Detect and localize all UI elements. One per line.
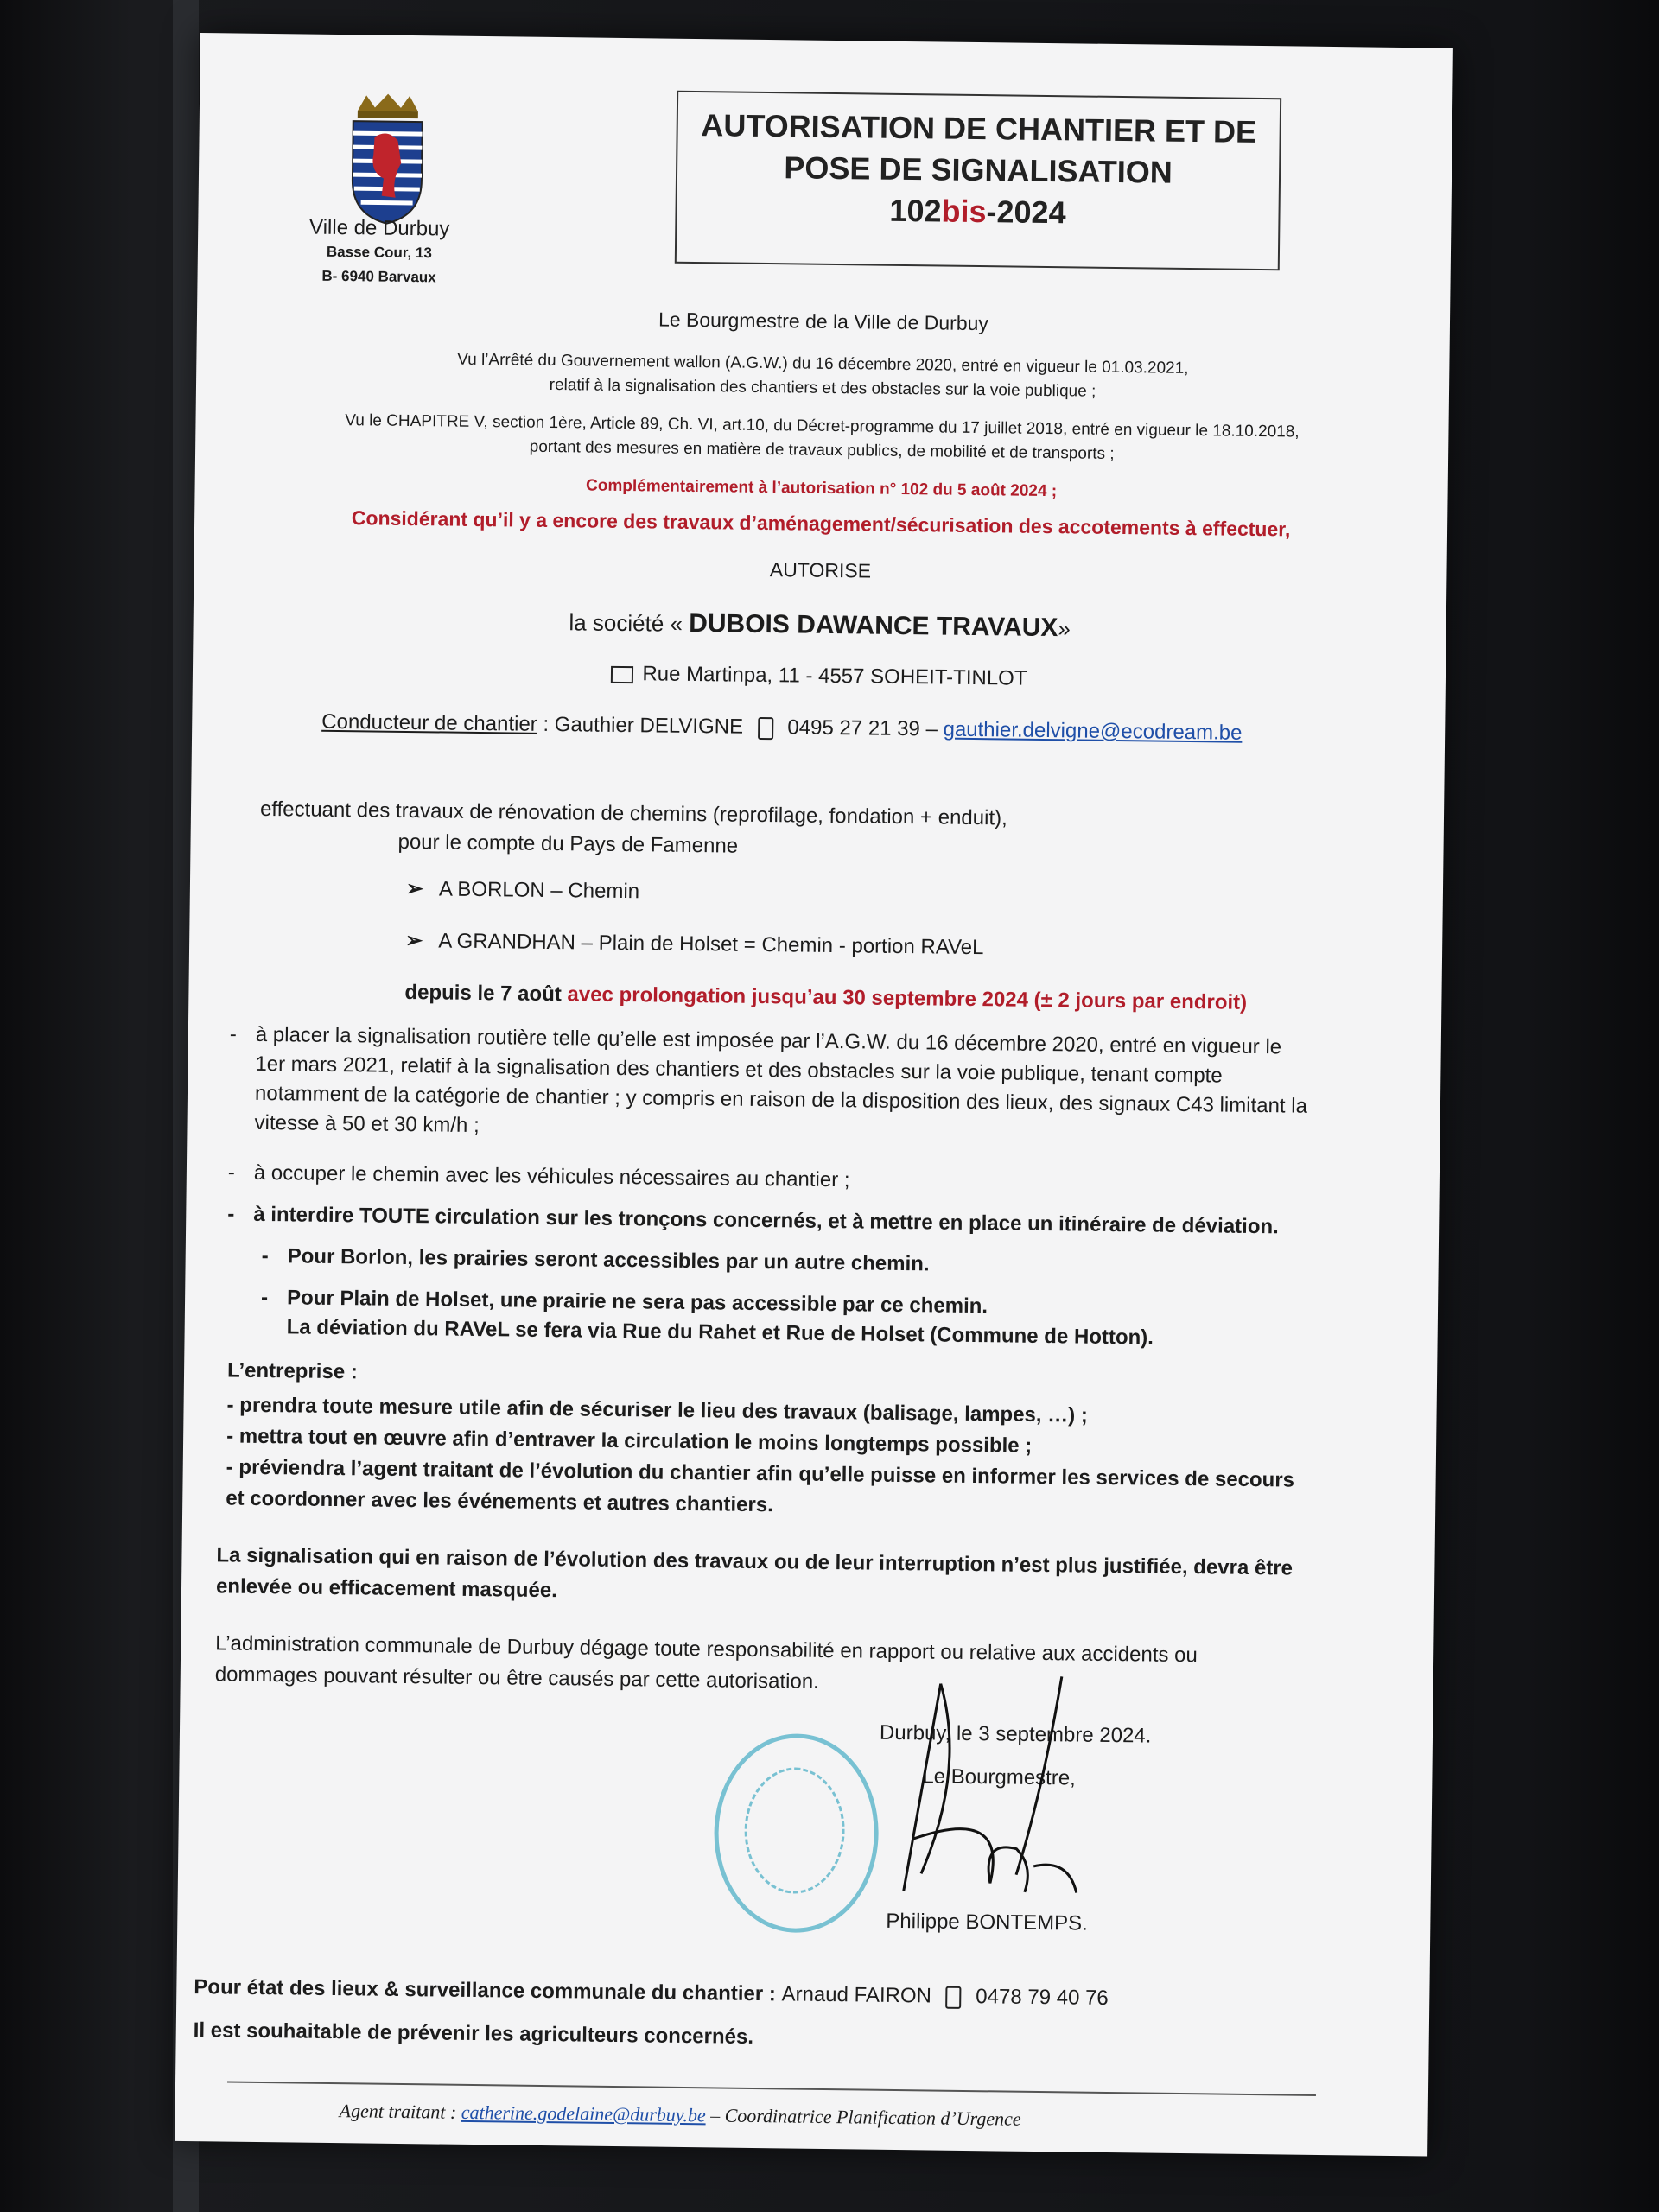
coat-of-arms-icon	[343, 93, 431, 232]
location-borlon	[406, 874, 640, 907]
site-manager-email-link[interactable]: gauthier.delvigne@ecodream.be	[943, 717, 1243, 745]
considering-line: Considérant qu’il y a encore des travaux d’aménagement/sécurisation des accotements à effectuer,	[351, 506, 1291, 541]
surveillance-name: Arnaud FAIRON	[781, 1982, 932, 2008]
location-borlon-text: A BORLON – Chemin	[438, 877, 640, 904]
location-grandhan-text: A GRANDHAN – Plain de Holset = Chemin - portion RAVeL	[438, 929, 984, 960]
works-account: pour le compte du Pays de Famenne	[397, 830, 739, 858]
title-box	[675, 91, 1281, 271]
number-bis: bis	[941, 193, 987, 230]
reference1-line2: relatif à la signalisation des chantiers et des obstacles sur la voie publique ;	[549, 375, 1096, 401]
authorizes-heading: AUTORISE	[769, 558, 872, 582]
company-line	[194, 603, 1446, 648]
site-manager-label: Conducteur de chantier	[321, 709, 537, 736]
reference2-line1: Vu le CHAPITRE V, section 1ère, Article 89, Ch. VI, art.10, du Décret-programme du 17 juillet 2018, entré en vigueur le 18.10.2018,	[345, 411, 1300, 442]
condition-vehicles-text: à occuper le chemin avec les véhicules nécessaires au chantier ;	[253, 1160, 850, 1192]
duties-heading: L’entreprise :	[226, 1358, 358, 1384]
condition-closure-text: à interdire TOUTE circulation sur les tronçons concernés, et à mettre en place un itinéraire de déviation.	[253, 1202, 1279, 1239]
duty-inform: - préviendra l’agent traitant de l’évolution du chantier afin qu’elle puisse en informer les services de secours et coordonner avec les événements et autres chantiers.	[226, 1455, 1295, 1517]
phone-icon	[945, 1986, 961, 2008]
title-line1: AUTORISATION DE CHANTIER ET DE	[701, 107, 1257, 149]
period-line	[404, 977, 1247, 1019]
company-address-line	[193, 657, 1446, 696]
period-start: depuis le 7 août	[404, 980, 562, 1007]
official-stamp	[713, 1732, 880, 1933]
footer-agent	[339, 2100, 1020, 2131]
signature-date: Durbuy, le 3 septembre 2024.	[879, 1720, 1152, 1748]
document-page	[175, 33, 1453, 2157]
liability-disclaimer: L’administration communale de Durbuy dégage toute responsabilité en rapport ou relative aux accidents ou dommages pouvant résulter ou être causés par cette autorisation.	[214, 1631, 1198, 1694]
surveillance-line	[194, 1972, 1109, 2014]
authorization-number	[677, 188, 1279, 236]
town-block	[266, 215, 492, 290]
arrow-right-icon: ➢	[405, 876, 424, 901]
title-line2: POSE DE SIGNALISATION	[784, 149, 1173, 190]
surveillance-phone[interactable]: 0478 79 40 76	[976, 1985, 1109, 2011]
signature-graphic	[886, 1666, 1114, 1928]
duty-security: - prendra toute mesure utile afin de sécuriser le lieu des travaux (balisage, lampes, …) ;	[226, 1393, 1089, 1427]
agent-role: – Coordinatrice Planification d’Urgence	[710, 2104, 1021, 2130]
signage-removal: La signalisation qui en raison de l’évolution des travaux ou de leur interruption n’est plus justifiée, devra être enlevée ou efficacement masquée.	[215, 1543, 1294, 1603]
farmers-note: Il est souhaitable de prévenir les agriculteurs concernés.	[193, 2018, 754, 2049]
company-name: DUBOIS DAWANCE TRAVAUX	[689, 608, 1058, 643]
works-description: effectuant des travaux de rénovation de chemins (reprofilage, fondation + enduit),	[259, 797, 1007, 830]
town-name: Ville de Durbuy	[308, 215, 450, 241]
condition-vehicles: - à occuper le chemin avec les véhicules nécessaires au chantier ;	[227, 1160, 850, 1192]
company-address: Rue Martinpa, 11 - 4557 SOHEIT-TINLOT	[642, 662, 1027, 690]
surveillance-label: Pour état des lieux & surveillance communale du chantier :	[194, 1975, 777, 2006]
condition-borlon-text: Pour Borlon, les prairies seront accessibles par un autre chemin.	[287, 1244, 930, 1276]
signatory-role: Le Bourgmestre,	[922, 1764, 1076, 1790]
condition-holset-detour: La déviation du RAVeL se fera via Rue du Rahet et Rue de Holset (Commune de Hotton).	[286, 1315, 1154, 1350]
mailbox-icon	[611, 666, 633, 683]
arrow-right-icon: ➢	[405, 928, 423, 953]
town-address-line1: Basse Cour, 13	[326, 243, 432, 262]
complement-line: Complémentairement à l’autorisation n° 102 du 5 août 2024 ;	[585, 476, 1058, 501]
number-prefix: 102	[889, 192, 942, 229]
condition-closure: - à interdire TOUTE circulation sur les tronçons concernés, et à mettre en place un itinéraire de déviation.	[227, 1202, 1279, 1239]
condition-holset-text: Pour Plain de Holset, une prairie ne sera pas accessible par ce chemin.	[286, 1286, 988, 1319]
authority-line: Le Bourgmestre de la Ville de Durbuy	[658, 308, 989, 335]
number-suffix: -2024	[986, 194, 1066, 231]
condition-borlon: - Pour Borlon, les prairies seront accessibles par un autre chemin.	[261, 1243, 930, 1276]
agent-label: Agent traitant :	[339, 2100, 457, 2123]
agent-email-link[interactable]: catherine.godelaine@durbuy.be	[461, 2101, 706, 2126]
condition-signage-text: à placer la signalisation routière telle qu’elle est imposée par l’A.G.W. du 16 décembre 2020, entré en vigueur le 1er mars 2021, relatif à la signalisation des chantiers et des obstacles sur la voie publique, tenant compte notamment de la catégorie de chantier ; y compris en raison de la disposition des lieux, des signaux C43 limitant la vitesse à 50 et 30 km/h ;	[254, 1022, 1308, 1138]
site-manager-phone[interactable]: 0495 27 21 39 –	[787, 715, 938, 741]
site-manager-name: : Gauthier DELVIGNE	[543, 712, 744, 739]
company-prefix: la société «	[569, 609, 683, 637]
company-suffix: »	[1058, 615, 1071, 642]
condition-signage: - à placer la signalisation routière telle qu’elle est imposée par l’A.G.W. du 16 décembre 2020, entré en vigueur le 1er mars 2021, relatif à la signalisation des chantiers et des obstacles sur la voie publique, tenant compte notamment de la catégorie de chantier ; y compris en raison de la disposition des lieux, des signaux C43 limitant la vitesse à 50 et 30 km/h ;	[229, 1022, 1308, 1138]
site-manager-line	[321, 710, 1243, 746]
reference2-line2: portant des mesures en matière de travaux publics, de mobilité et de transports ;	[529, 437, 1115, 463]
reference1-line1: Vu l’Arrêté du Gouvernement wallon (A.G.W.) du 16 décembre 2020, entré en vigueur le 01.03.2021,	[457, 350, 1189, 378]
town-address-line2: B- 6940 Barvaux	[321, 267, 436, 286]
location-grandhan	[405, 925, 984, 963]
phone-icon	[758, 717, 773, 740]
signatory-name: Philippe BONTEMPS.	[886, 1909, 1088, 1936]
condition-holset: - Pour Plain de Holset, une prairie ne sera pas accessible par ce chemin. La déviation du RAVeL se fera via Rue du Rahet et Rue de Holset (Commune de Hotton).	[260, 1285, 1154, 1350]
duty-minimize: - mettra tout en œuvre afin d’entraver la circulation le moins longtemps possible ;	[226, 1424, 1033, 1458]
footer-divider	[227, 2082, 1316, 2096]
period-extension: avec prolongation jusqu’au 30 septembre 2024 (± 2 jours par endroit)	[567, 982, 1248, 1014]
